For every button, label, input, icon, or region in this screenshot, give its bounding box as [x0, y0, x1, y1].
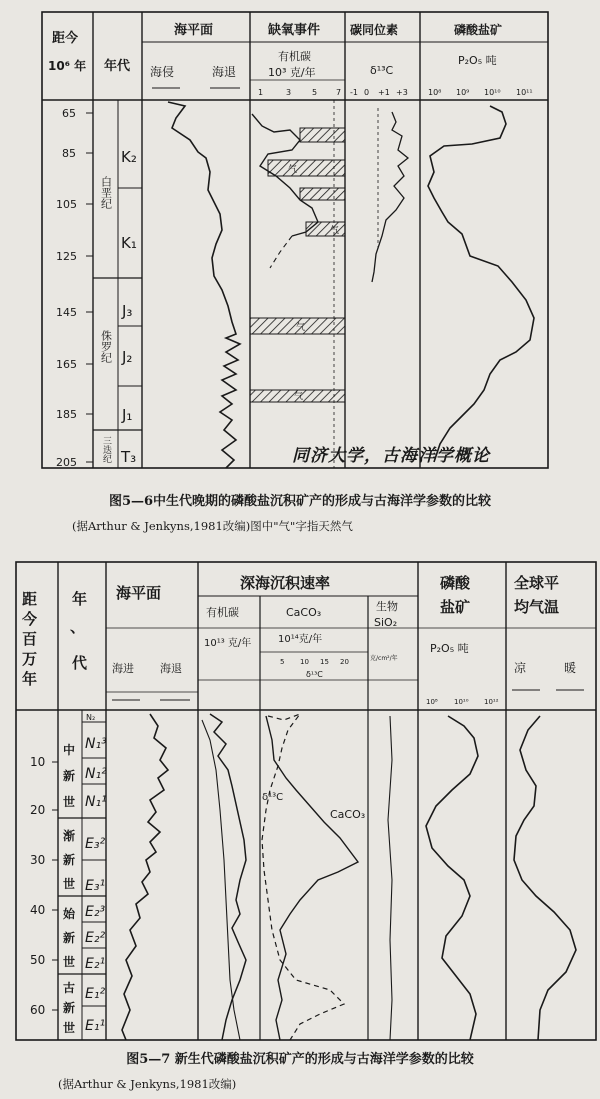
- f2-organic-header: 有机碳: [206, 606, 239, 619]
- f2-period-header: 、: [70, 618, 86, 636]
- f2-epoch-paleocene: 世: [63, 1021, 76, 1035]
- f2-epoch-paleocene: 古: [63, 981, 76, 995]
- f1-isotope-tick: +1: [378, 88, 390, 97]
- f2-phosphate-header: 磷酸: [440, 574, 471, 592]
- f1-isotope-tick: +3: [396, 88, 408, 97]
- f1-gas-mark: 气: [294, 392, 304, 402]
- f1-organic-header: 有机碳: [278, 50, 311, 63]
- f1-age-label: 165: [56, 358, 77, 371]
- f1-organic-tick: 7: [336, 88, 342, 97]
- f2-isotope-curve: [262, 714, 344, 1040]
- f2-sea-level-right: 海退: [160, 662, 182, 675]
- f2-stage: N₂: [86, 713, 96, 722]
- f1-isotope-tick: -1: [350, 88, 358, 97]
- f2-age-label: 30: [30, 853, 46, 867]
- f2-caco3-unit: 10¹⁴克/年: [278, 634, 323, 645]
- f1-isotope-header: 碳同位素: [350, 23, 399, 37]
- f1-stage: J₃: [122, 302, 133, 320]
- f1-age-label: 65: [62, 107, 76, 120]
- figure-2-source: (据Arthur & Jenkyns,1981改编): [58, 1077, 237, 1091]
- f1-gas-mark: 气: [288, 165, 298, 175]
- f1-organic-tick: 1: [258, 88, 264, 97]
- f2-stage: E₃¹: [85, 878, 106, 894]
- f1-phosphate-tick: 10⁸: [428, 88, 442, 97]
- f1-age-label: 185: [56, 408, 77, 421]
- f2-sea-level-curve: [122, 714, 168, 1040]
- f2-caco3-tick: 5: [280, 658, 285, 666]
- f1-era-triassic: 三迭纪: [101, 436, 111, 463]
- f1-phosphate-tick: 10¹⁰: [484, 88, 501, 97]
- f1-isotope-tick: 0: [364, 88, 370, 97]
- f2-stage: E₃²: [85, 836, 106, 852]
- f2-period-header: 年: [72, 590, 88, 608]
- f1-anoxic-band: [300, 128, 345, 142]
- f1-stage: K₂: [121, 148, 137, 166]
- f2-phosphate-tick: 10⁸: [426, 698, 438, 706]
- f2-stage: N₁²: [85, 766, 107, 782]
- f1-age-label: 145: [56, 306, 77, 319]
- f2-epoch-miocene: 中: [63, 743, 76, 757]
- f1-age-label: 105: [56, 198, 77, 211]
- f2-isotope-curve-label: δ¹³C: [262, 792, 284, 803]
- f2-age-label: 60: [30, 1003, 46, 1017]
- f2-temperature-header: 全球平: [514, 574, 560, 592]
- f2-stage: N₁¹: [85, 794, 107, 810]
- f2-age-header: 百: [22, 630, 38, 648]
- f1-sea-level-header: 海平面: [174, 23, 214, 38]
- f2-phosphate-curve: [426, 716, 478, 1040]
- f2-epoch-paleocene: 新: [63, 1001, 76, 1015]
- f1-organic-tick: 5: [312, 88, 318, 97]
- f2-temp-right: 暖: [564, 661, 577, 675]
- f1-age-header: 距今: [52, 31, 79, 46]
- f1-gas-mark: 气: [330, 226, 340, 236]
- f1-era-jurassic: 侏罗纪: [99, 330, 113, 363]
- f1-phosphate-curve: [428, 106, 534, 462]
- f2-period-header: 代: [72, 654, 88, 672]
- f2-deep-sea-header: 深海沉积速率: [240, 574, 331, 592]
- f2-caco3-tick: 20: [340, 658, 349, 666]
- f1-phosphate-tick: 10¹¹: [516, 88, 533, 97]
- f1-phosphate-header: 磷酸盐矿: [454, 23, 503, 37]
- figure-1-caption: 图5—6中生代晚期的磷酸盐沉积矿产的形成与古海洋学参数的比较: [108, 494, 492, 509]
- f1-sea-level-right: 海退: [212, 65, 237, 79]
- f1-isotope-symbol: δ¹³C: [370, 64, 394, 77]
- f2-stage: E₁¹: [85, 1018, 106, 1034]
- f2-temp-left: 凉: [514, 661, 527, 675]
- f2-epoch-eocene: 世: [63, 955, 76, 969]
- f1-organic-tick: 3: [286, 88, 292, 97]
- f2-epoch-oligocene: 世: [63, 877, 76, 891]
- f2-epoch-miocene: 世: [63, 795, 76, 809]
- f2-epoch-eocene: 始: [63, 907, 76, 921]
- f2-stage: E₂¹: [85, 956, 106, 972]
- f2-biosio2-unit: 克/cm²/年: [370, 655, 398, 662]
- f1-stage: K₁: [121, 234, 137, 252]
- f2-stage: E₁²: [85, 986, 106, 1002]
- f2-age-header: 距: [22, 590, 38, 608]
- f1-isotope-curve: [372, 112, 408, 282]
- f2-age-label: 50: [30, 953, 46, 967]
- f1-stage: J₁: [122, 406, 133, 424]
- f1-age-label: 125: [56, 250, 77, 263]
- f2-phosphate-unit: P₂O₅ 吨: [430, 642, 469, 655]
- f2-sea-level-header: 海平面: [116, 584, 162, 602]
- f2-sea-level-left: 海进: [112, 662, 134, 675]
- f1-phosphate-unit: P₂O₅ 吨: [458, 54, 497, 67]
- f2-stage: N₁³: [85, 736, 107, 752]
- f2-caco3-curve: [266, 716, 358, 1040]
- f2-temperature-header: 均气温: [514, 598, 560, 616]
- f2-caco3-tick: 10: [300, 658, 309, 666]
- f2-phosphate-tick: 10¹⁰: [454, 698, 469, 706]
- figure-1-source: (据Arthur & Jenkyns,1981改编)图中"气"字指天然气: [72, 519, 353, 533]
- f1-gas-mark: 气: [296, 323, 306, 333]
- library-stamp: 同济大学，古海洋学概论: [292, 446, 490, 466]
- f2-organic-carbon-curve: [210, 714, 246, 1040]
- f2-temperature-curve: [514, 716, 576, 1040]
- f2-caco3-tick: 15: [320, 658, 329, 666]
- figure-2-caption: 图5—7 新生代磷酸盐沉积矿产的形成与古海洋学参数的比较: [126, 1052, 474, 1067]
- f2-caco3-curve-label: CaCO₃: [330, 808, 366, 821]
- f1-era-cretaceous: 白垩纪: [99, 176, 113, 209]
- f2-age-header: 万: [22, 650, 38, 668]
- f1-sea-level-curve: [168, 102, 240, 468]
- f1-age-label: 205: [56, 456, 77, 469]
- f2-epoch-miocene: 新: [63, 769, 76, 783]
- f2-organic-unit: 10¹³ 克/年: [204, 638, 252, 649]
- f1-anoxic-band: [306, 222, 345, 236]
- f2-phosphate-tick: 10¹²: [484, 698, 499, 706]
- figure-2-frame: [16, 562, 596, 1040]
- f1-organic-unit: 10³ 克/年: [268, 66, 316, 79]
- f1-anoxic-header: 缺氧事件: [268, 23, 321, 38]
- f1-age-label: 85: [62, 147, 76, 160]
- f1-anoxic-band: [300, 188, 345, 200]
- f2-stage: E₂³: [85, 904, 106, 920]
- f2-caco3-isotope: δ¹³C: [306, 670, 323, 679]
- f2-biosio2-header: SiO₂: [374, 616, 398, 629]
- f1-anoxic-band: [268, 160, 345, 176]
- f1-age-unit: 10⁶ 年: [48, 59, 87, 73]
- f2-epoch-oligocene: 新: [63, 853, 76, 867]
- f2-phosphate-header: 盐矿: [440, 598, 471, 616]
- f2-age-label: 20: [30, 803, 46, 817]
- f1-stage: J₂: [122, 348, 133, 366]
- f2-biosio2-header: 生物: [376, 600, 398, 613]
- f2-age-label: 40: [30, 903, 46, 917]
- f2-age-header: 年: [22, 670, 38, 688]
- f2-epoch-oligocene: 渐: [63, 829, 76, 843]
- f1-sea-level-left: 海侵: [150, 65, 175, 79]
- f1-phosphate-tick: 10⁹: [456, 88, 470, 97]
- f1-period-header: 年代: [104, 59, 131, 74]
- f1-stage: T₃: [121, 448, 137, 466]
- f2-age-header: 今: [22, 610, 38, 628]
- f2-age-label: 10: [30, 755, 46, 769]
- f2-stage: E₂²: [85, 930, 106, 946]
- f2-caco3-header: CaCO₃: [286, 606, 322, 619]
- f2-epoch-eocene: 新: [63, 931, 76, 945]
